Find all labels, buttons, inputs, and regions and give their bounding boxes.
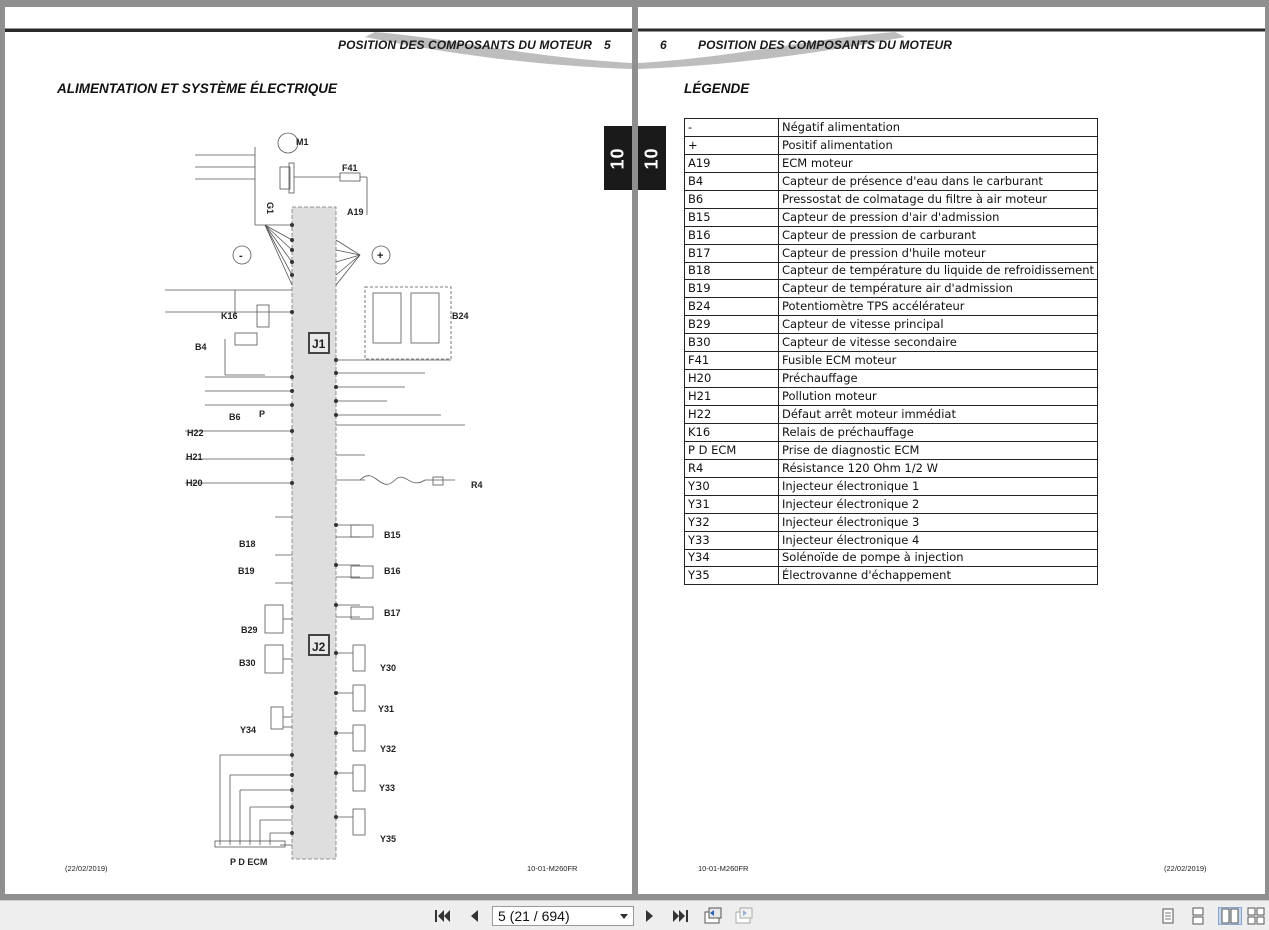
legend-row	[685, 531, 1098, 549]
legend-row	[685, 262, 1098, 280]
label-a19: A19	[347, 207, 364, 217]
legend-code: R4	[685, 459, 779, 477]
single-page-view-icon	[1161, 908, 1175, 924]
legend-description: Capteur de pression d'air d'admission	[779, 208, 1098, 226]
legend-row	[685, 459, 1098, 477]
label-b6: B6	[229, 412, 241, 422]
legend-row	[685, 406, 1098, 424]
legend-description: Électrovanne d'échappement	[779, 567, 1098, 585]
single-page-view-button[interactable]	[1158, 907, 1178, 925]
label-h22: H22	[187, 428, 204, 438]
legend-row	[685, 154, 1098, 172]
label-b17: B17	[384, 608, 401, 618]
label-pdecm: P D ECM	[230, 857, 268, 867]
page-selector[interactable]	[492, 906, 634, 926]
legend-code: H21	[685, 388, 779, 406]
page-number: 6	[660, 38, 667, 52]
label-h20: H20	[186, 478, 203, 488]
legend-description: Capteur de présence d'eau dans le carburant	[779, 172, 1098, 190]
chapter-tab: 10	[604, 126, 632, 190]
legend-row	[685, 244, 1098, 262]
legend-code: H20	[685, 370, 779, 388]
legend-code: H22	[685, 406, 779, 424]
legend-row	[685, 549, 1098, 567]
go-back-icon	[703, 907, 723, 925]
legend-description: Défaut arrêt moteur immédiat	[779, 406, 1098, 424]
left-page	[5, 7, 632, 894]
label-b16: B16	[384, 566, 401, 576]
legend-row	[685, 495, 1098, 513]
legend-row	[685, 477, 1098, 495]
two-page-view-icon	[1221, 908, 1239, 924]
last-page-button[interactable]	[670, 907, 690, 925]
first-page-button[interactable]	[433, 907, 453, 925]
legend-code: Y34	[685, 549, 779, 567]
legend-description: Injecteur électronique 4	[779, 531, 1098, 549]
label-plus: +	[377, 250, 384, 262]
legend-row	[685, 136, 1098, 154]
legend-description: Injecteur électronique 3	[779, 513, 1098, 531]
legend-code: B24	[685, 298, 779, 316]
label-y33: Y33	[379, 783, 396, 793]
legend-row	[685, 388, 1098, 406]
legend-code: F41	[685, 352, 779, 370]
wiring-diagram	[155, 125, 483, 867]
legend-code: Y33	[685, 531, 779, 549]
next-page-icon	[644, 909, 656, 923]
section-title: LÉGENDE	[684, 81, 750, 96]
legend-code: Y31	[685, 495, 779, 513]
legend-description: Capteur de vitesse secondaire	[779, 334, 1098, 352]
continuous-two-page-view-button[interactable]	[1246, 907, 1266, 925]
section-title: ALIMENTATION ET SYSTÈME ÉLECTRIQUE	[57, 81, 338, 96]
previous-page-icon	[468, 909, 480, 923]
next-page-button[interactable]	[640, 907, 660, 925]
legend-row	[685, 567, 1098, 585]
legend-row	[685, 172, 1098, 190]
legend-row	[685, 226, 1098, 244]
legend-description: Fusible ECM moteur	[779, 352, 1098, 370]
continuous-two-page-view-icon	[1247, 908, 1265, 924]
legend-description: Capteur de vitesse principal	[779, 316, 1098, 334]
legend-description: Préchauffage	[779, 370, 1098, 388]
label-j1: J1	[312, 337, 326, 351]
label-g1: G1	[265, 202, 275, 215]
go-back-button[interactable]	[703, 907, 723, 925]
legend-code: Y32	[685, 513, 779, 531]
label-y34: Y34	[240, 725, 257, 735]
legend-description: Négatif alimentation	[779, 119, 1098, 137]
legend-description: Prise de diagnostic ECM	[779, 441, 1098, 459]
legend-description: Potentiomètre TPS accélérateur	[779, 298, 1098, 316]
legend-code: B30	[685, 334, 779, 352]
legend-description: Pollution moteur	[779, 388, 1098, 406]
label-j2: J2	[312, 640, 326, 654]
label-y31: Y31	[378, 704, 395, 714]
footer-code: 10-01-M260FR	[527, 864, 578, 873]
two-page-view-button[interactable]	[1218, 907, 1242, 925]
legend-row	[685, 423, 1098, 441]
legend-code: B19	[685, 280, 779, 298]
continuous-view-icon	[1191, 908, 1205, 924]
header-title: POSITION DES COMPOSANTS DU MOTEUR	[698, 38, 952, 52]
legend-description: Capteur de température du liquide de refroidissement	[779, 262, 1098, 280]
last-page-icon	[672, 909, 688, 923]
go-forward-icon	[734, 907, 754, 925]
legend-row	[685, 441, 1098, 459]
legend-description: Positif alimentation	[779, 136, 1098, 154]
legend-code: Y30	[685, 477, 779, 495]
legend-row	[685, 352, 1098, 370]
header-title: POSITION DES COMPOSANTS DU MOTEUR	[338, 38, 592, 52]
legend-description: Capteur de température air d'admission	[779, 280, 1098, 298]
legend-code: B6	[685, 190, 779, 208]
legend-row	[685, 513, 1098, 531]
first-page-icon	[435, 909, 451, 923]
label-b29: B29	[241, 625, 258, 635]
legend-description: Injecteur électronique 1	[779, 477, 1098, 495]
legend-description: Relais de préchauffage	[779, 423, 1098, 441]
viewer-toolbar	[0, 900, 1269, 930]
label-b30: B30	[239, 658, 256, 668]
label-b18: B18	[239, 539, 256, 549]
legend-description: Solénoïde de pompe à injection	[779, 549, 1098, 567]
legend-code: Y35	[685, 567, 779, 585]
legend-description: Capteur de pression de carburant	[779, 226, 1098, 244]
legend-row	[685, 316, 1098, 334]
legend-description: ECM moteur	[779, 154, 1098, 172]
legend-row	[685, 119, 1098, 137]
legend-description: Pressostat de colmatage du filtre à air moteur	[779, 190, 1098, 208]
label-y35: Y35	[380, 834, 397, 844]
legend-code: K16	[685, 423, 779, 441]
legend-row	[685, 298, 1098, 316]
legend-code: -	[685, 119, 779, 137]
footer-date: (22/02/2019)	[1164, 864, 1207, 873]
legend-code: B4	[685, 172, 779, 190]
continuous-view-button[interactable]	[1188, 907, 1208, 925]
label-k16: K16	[221, 311, 238, 321]
label-p: P	[259, 409, 266, 419]
legend-code: A19	[685, 154, 779, 172]
legend-row	[685, 280, 1098, 298]
label-minus: -	[239, 250, 243, 262]
label-b24: B24	[452, 311, 469, 321]
legend-code: P D ECM	[685, 441, 779, 459]
label-m1: M1	[296, 137, 309, 147]
legend-code: B16	[685, 226, 779, 244]
legend-table	[684, 118, 1098, 585]
previous-page-button[interactable]	[464, 907, 484, 925]
legend-code: B15	[685, 208, 779, 226]
legend-row	[685, 208, 1098, 226]
label-b15: B15	[384, 530, 401, 540]
label-r4: R4	[471, 480, 483, 490]
footer-code: 10-01-M260FR	[698, 864, 749, 873]
right-page	[638, 7, 1265, 894]
legend-code: B29	[685, 316, 779, 334]
legend-row	[685, 370, 1098, 388]
page-selector-value: 5 (21 / 694)	[498, 908, 570, 924]
go-forward-button[interactable]	[734, 907, 754, 925]
page-number: 5	[604, 38, 611, 52]
legend-code: B18	[685, 262, 779, 280]
label-b19: B19	[238, 566, 255, 576]
legend-row	[685, 190, 1098, 208]
chevron-down-icon	[620, 914, 628, 919]
legend-description: Injecteur électronique 2	[779, 495, 1098, 513]
legend-row	[685, 334, 1098, 352]
chapter-tab: 10	[638, 126, 666, 190]
label-b4: B4	[195, 342, 207, 352]
legend-description: Résistance 120 Ohm 1/2 W	[779, 459, 1098, 477]
legend-description: Capteur de pression d'huile moteur	[779, 244, 1098, 262]
legend-code: +	[685, 136, 779, 154]
label-y30: Y30	[380, 663, 397, 673]
label-y32: Y32	[380, 744, 397, 754]
footer-date: (22/02/2019)	[65, 864, 108, 873]
label-f41: F41	[342, 163, 358, 173]
label-h21: H21	[186, 452, 203, 462]
legend-code: B17	[685, 244, 779, 262]
